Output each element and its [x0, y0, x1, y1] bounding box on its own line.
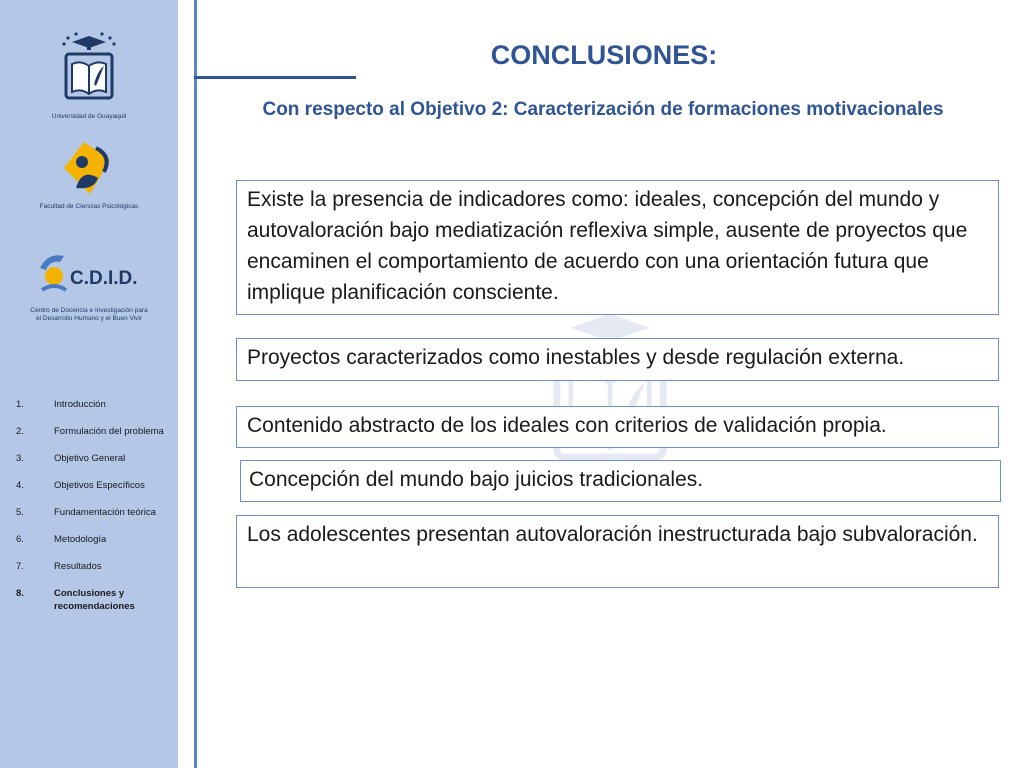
vertical-divider [194, 0, 197, 768]
facultad-caption: Facultad de Ciencias Psicológicas [39, 203, 139, 210]
sidebar [0, 0, 178, 768]
nav-item-metodologia[interactable] [16, 533, 174, 546]
facultad-emblem-icon [54, 138, 124, 198]
nav-item-conclusiones[interactable] [16, 587, 174, 613]
nav-item-objetivos-especificos[interactable] [16, 479, 174, 492]
nav-label: Objetivos Específicos [54, 480, 145, 491]
title-underline [194, 76, 356, 79]
universidad-caption: Universidad de Guayaquil [51, 113, 127, 120]
nav-label: Formulación del problema [54, 426, 164, 437]
conclusion-box-3: Contenido abstracto de los ideales con criterios de validación propia. [236, 406, 999, 448]
universidad-logo [0, 30, 178, 121]
nav-item-fundamentacion[interactable] [16, 506, 174, 519]
cdid-wordmark: C.D.I.D. [70, 268, 138, 289]
nav-number: 8. [16, 588, 24, 599]
nav-number: 7. [16, 561, 24, 572]
nav-label: Fundamentación teórica [54, 507, 156, 518]
nav-label: Resultados [54, 561, 102, 572]
nav-number: 4. [16, 480, 24, 491]
conclusion-box-1: Existe la presencia de indicadores como: ideales, concepción del mundo y autovaloración bajo mediatización reflexiva simple, ausente de proyectos que encaminen el comportamiento de acuerdo con una orientación futura que implique planificación consciente. [236, 180, 999, 315]
nav-number: 3. [16, 453, 24, 464]
slide-subtitle: Con respecto al Objetivo 2: Caracterización de formaciones motivacionales [262, 99, 944, 120]
conclusion-box-5: Los adolescentes presentan autovaloración inestructurada bajo subvaloración. [236, 515, 999, 588]
nav-label: Metodología [54, 534, 107, 545]
nav-number: 5. [16, 507, 24, 518]
conclusion-box-4: Concepción del mundo bajo juicios tradicionales. [240, 460, 1001, 502]
watermark-crest-icon [520, 300, 700, 480]
nav-label: Introducción [54, 399, 106, 410]
nav-number: 2. [16, 426, 24, 437]
nav-label: Conclusiones y recomendaciones [54, 588, 135, 612]
nav-item-objetivo-general[interactable] [16, 452, 174, 465]
nav-item-resultados[interactable] [16, 560, 174, 573]
nav-number: 1. [16, 399, 24, 410]
cdid-caption: Centro de Docencia e Investigación para el Desarrollo Humano y el Buen Vivir [30, 307, 148, 322]
conclusion-box-2: Proyectos caracterizados como inestables y desde regulación externa. [236, 338, 999, 381]
university-crest-icon [54, 30, 124, 108]
nav-label: Objetivo General [54, 453, 126, 464]
nav-item-formulacion[interactable] [16, 425, 174, 438]
section-nav [16, 398, 174, 627]
facultad-logo [0, 138, 178, 211]
cdid-logo [0, 246, 178, 323]
slide-title: CONCLUSIONES: [490, 40, 718, 70]
nav-item-introduccion[interactable] [16, 398, 174, 411]
cdid-emblem-icon [34, 246, 144, 298]
nav-number: 6. [16, 534, 24, 545]
